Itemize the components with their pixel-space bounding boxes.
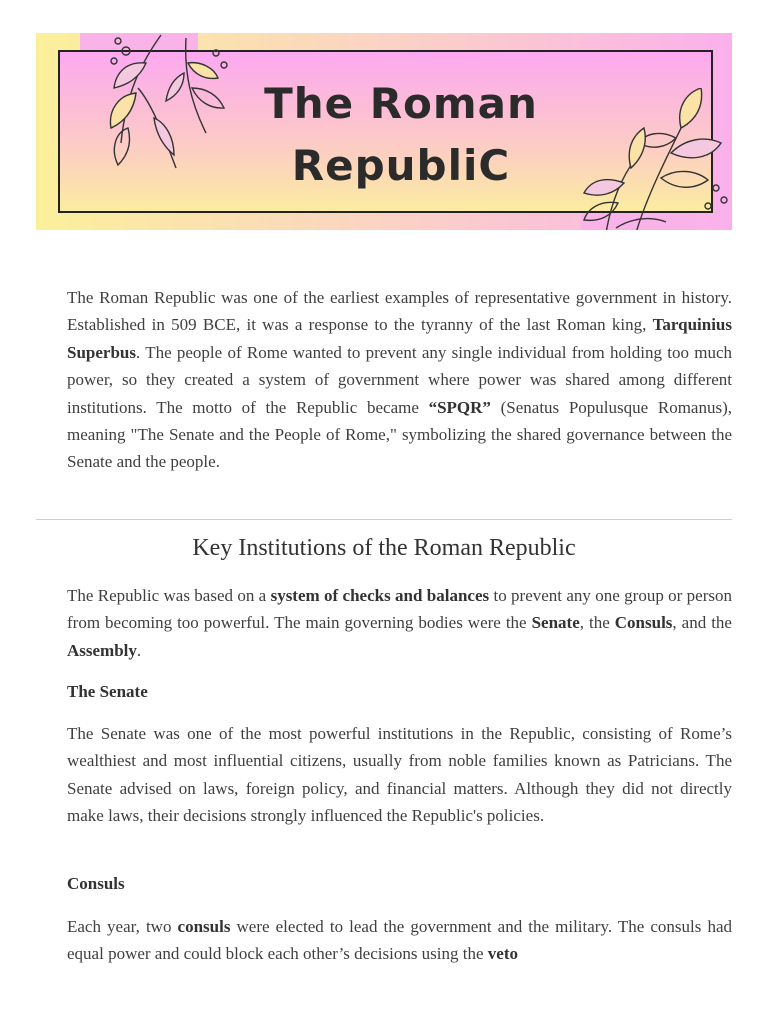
- section-text-5: .: [136, 640, 142, 660]
- senate-heading-block: [67, 680, 732, 704]
- section-bold-1: system of checks and balances: [270, 586, 490, 605]
- leaf-branch-icon: [66, 33, 236, 183]
- section-bold-3: Consuls: [614, 613, 673, 633]
- institutions-paragraph: [67, 582, 732, 664]
- intro-paragraph: [67, 284, 732, 476]
- senate-paragraph: The Senate was one of the most powerful institutions in the Republic, consisting of Rome’s wealthiest and most influential citizens, usually from noble families known as Patricians. The Senate advised on laws, foreign policy, and financial matters. Although they did not directly make laws, their decisions strongly influenced the Republic's policies.: [67, 724, 732, 826]
- consuls-bold-1: consuls: [177, 917, 231, 936]
- consuls-section: [67, 913, 732, 968]
- consuls-heading-block: [67, 872, 732, 896]
- senate-heading: The Senate: [67, 682, 148, 701]
- senate-section: [67, 720, 732, 830]
- intro-bold-1: Tarquinius Superbus: [67, 315, 732, 362]
- consuls-bold-2: veto: [487, 944, 519, 964]
- intro-text-3: (Senatus Populusque Romanus), meaning "The Senate and the People of Rome," symbolizing the shared governance between the Senate and the people.: [67, 397, 732, 472]
- section-divider: [36, 519, 732, 520]
- section-text-1: The Republic was based on a: [67, 586, 271, 605]
- consuls-heading: Consuls: [67, 874, 125, 893]
- section-text-2: to prevent any one group or person from becoming too powerful. The main governing bodies were the: [67, 586, 732, 633]
- consuls-text-2: were elected to lead the government and the military. The consuls had equal power and could block each other’s decisions using the: [67, 917, 732, 964]
- title-line-1: The Roman: [264, 79, 538, 128]
- institutions-section: [67, 582, 732, 664]
- section-title: Key Institutions of the Roman Republic: [192, 535, 576, 561]
- leaf-branch-icon: [576, 88, 732, 230]
- page-title: [216, 73, 586, 197]
- section-bold-2: Senate: [531, 613, 580, 633]
- intro-text-2: . The people of Rome wanted to prevent any single individual from holding too much power, so they created a system of government where power was shared among different institutions. The motto of the Republic became: [67, 342, 732, 417]
- title-line-2: RepubliC: [291, 141, 511, 190]
- section-text-4: , and the: [672, 613, 732, 633]
- section-text-3: , the: [579, 613, 615, 633]
- consuls-paragraph: [67, 913, 732, 968]
- consuls-text-1: Each year, two: [67, 917, 178, 936]
- title-banner: [36, 33, 732, 230]
- intro-text-1: The Roman Republic was one of the earliest examples of representative government in history. Established in 509 BCE, it was a response to the tyranny of the last Roman king,: [67, 288, 732, 335]
- intro-bold-2: “SPQR”: [428, 397, 491, 417]
- intro-section: [67, 284, 732, 476]
- section-bold-4: Assembly: [67, 640, 137, 660]
